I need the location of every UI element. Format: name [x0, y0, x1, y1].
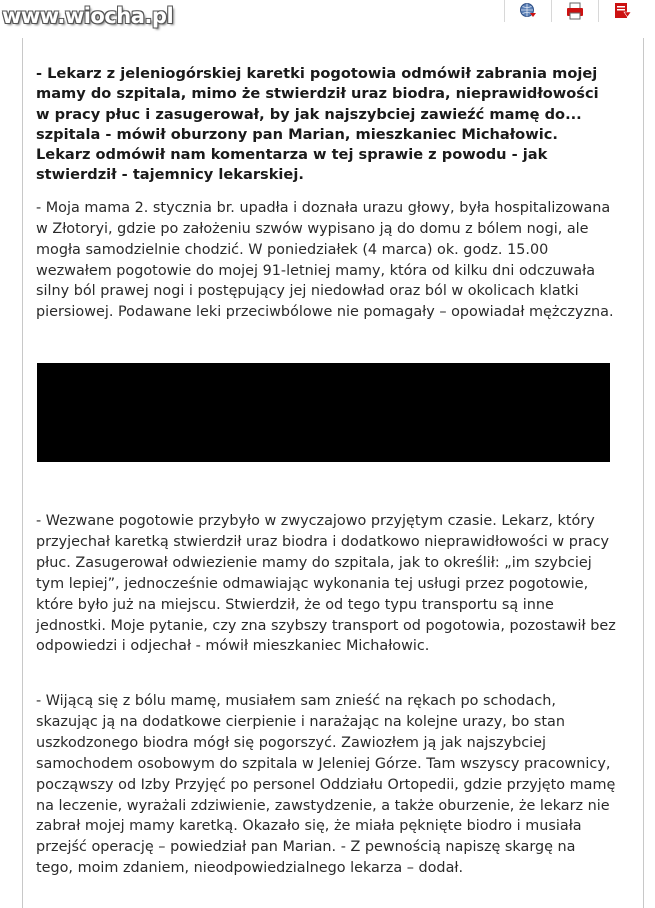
article-toolbar — [504, 0, 645, 22]
article-paragraph-2: - Wezwane pogotowie przybyło w zwyczajowo przyjętym czasie. Lekarz, który przyjechał karetką stwierdził uraz biodra i dodatkowo nieprawidłowości w pracy płuc. Zasugerował odwiezienie mamy do szpitala, jak to określił: „im szybciej tym lepiej”, jednocześnie odmawiając wykonania tej usługi przez pogotowie, które było już na miejscu. Stwierdził, że od tego typu transportu są inne jednostki. Moje pytanie, czy zna szybszy transport od pogotowia, pozostawił bez odpowiedzi i odjechał - mówił mieszkaniec Michałowic. — [36, 513, 616, 655]
article-body — [36, 64, 616, 323]
print-icon[interactable] — [551, 0, 598, 22]
top-bar — [0, 0, 655, 30]
article-paragraph-3: - Wijącą się z bólu mamę, musiałem sam znieść na rękach po schodach, skazując ją na dodatkowe cierpienie i narażając na kolejne urazy, bo stan uszkodzonego biodra mógł się pogorszyć. Zawiozłem ją jak najszybciej samochodem osobowym do szpitala w Jeleniej Górze. Tam wszyscy pracownicy, począwszy od Izby Przyjęć po personel Oddziału Ortopedii, gdzie przyjęto mamę na leczenie, wyrażali zdziwienie, zawstydzenie, a także oburzenie, że lekarz nie zabrał mojej mamy karetką. Okazało się, że miała pęknięte biodro i musiała przejść operację – powiedział pan Marian. - Z pewnością napiszę skargę na tego, moim zdaniem, nieodpowiedzialnego lekarza – dodał. — [36, 693, 616, 877]
article-lead: - Lekarz z jeleniogórskiej karetki pogotowia odmówił zabrania mojej mamy do szpitala, mimo że stwierdził uraz biodra, nieprawidłowości w pracy płuc i zasugerował, by jak najszybciej zawieźć mamę do... szpitala - mówił oburzony pan Marian, mieszkaniec Michałowic. Lekarz odmówił nam komentarza w tej sprawie z powodu - jak stwierdził - tajemnicy lekarskiej. — [36, 65, 599, 184]
embedded-media-placeholder[interactable] — [37, 363, 610, 462]
globe-download-icon[interactable] — [504, 0, 551, 22]
article-paragraph-1: - Moja mama 2. stycznia br. upadła i doznała urazu głowy, była hospitalizowana w Złotoryi, gdzie po założeniu szwów wypisano ją do domu z bólem nogi, ale mogła samodzielnie chodzić. W poniedziałek (4 marca) ok. godz. 15.00 wezwałem pogotowie do mojej 91-letniej mamy, która od kilku dni odczuwała silny ból prawej nogi i postępujący jej niedowład oraz ból w okolicach klatki piersiowej. Podawane leki przeciwbólowe nie pomagały – opowiadał mężczyzna. — [36, 199, 614, 321]
pdf-icon[interactable] — [598, 0, 645, 22]
site-watermark: www.wiocha.pl — [2, 4, 174, 28]
